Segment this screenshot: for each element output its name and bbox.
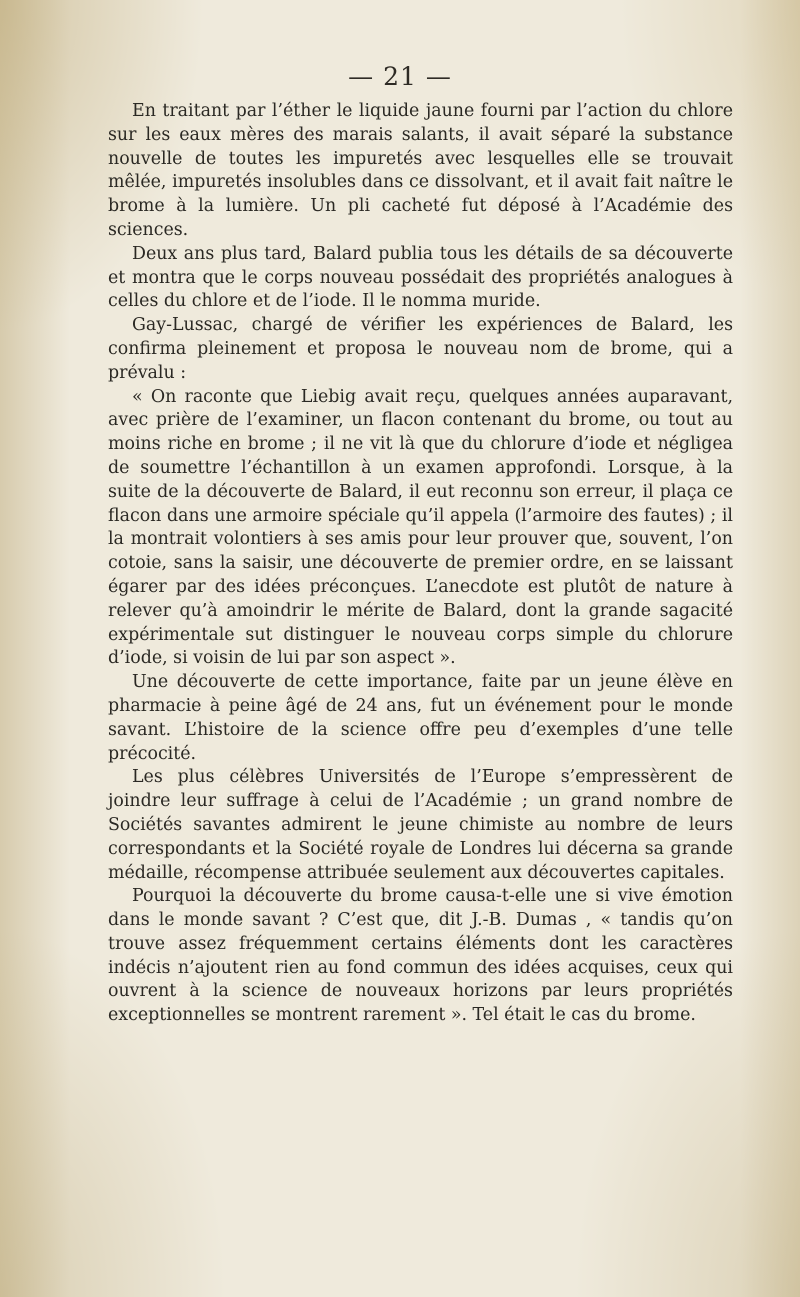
paragraph: En traitant par l’éther le liquide jaune fourni par l’action du chlore sur les eaux mères des marais salants, il avait séparé la substance nouvelle de toutes les impuretés avec lesquelles elle se trouvait mêlée, impuretés insolubles dans ce dissolvant, et il avait fait naître le brome à la lumière. Un pli cacheté fut déposé à l’Académie des sciences. <box>108 101 733 240</box>
paragraph: Deux ans plus tard, Balard publia tous les détails de sa découverte et montra que le corps nouveau possédait des propriétés analogues à celles du chlore et de l’iode. Il le nomma muride. <box>108 243 733 312</box>
paragraph: « On raconte que Liebig avait reçu, quelques années auparavant, avec prière de l’examiner, un flacon contenant du brome, ou tout au moins riche en brome ; il ne vit là que du chlorure d’iode et négligea de soumettre l’échantillon à un examen approfondi. Lorsque, à la suite de la découverte de Balard, il eut reconnu son erreur, il plaça ce flacon dans une armoire spéciale qu’il appela (l’armoire des fautes) ; il la montrait volontiers à ses amis pour leur prouver que, souvent, l’on cotoie, sans la saisir, une découverte de premier ordre, en se laissant égarer par des idées préconçues. L’anecdote est plutôt de nature à relever qu’à amoindrir le mérite de Balard, dont la grande sagacité expérimentale sut distinguer le nouveau corps simple du chlorure d’iode, si voisin de lui par son aspect ». <box>108 386 733 669</box>
body-text <box>108 100 733 1028</box>
paragraph: Gay-Lussac, chargé de vérifier les expériences de Balard, les confirma pleinement et proposa le nouveau nom de brome, qui a prévalu : <box>108 315 733 383</box>
paragraph: Pourquoi la découverte du brome causa-t-elle une si vive émotion dans le monde savant ? C’est que, dit J.-B. Dumas , « tandis qu’on trouve assez fréquemment certains éléments dont les caractères indécis n’ajoutent rien au fond commun des idées acquises, ceux qui ouvrent à la science de nouveaux horizons par leurs propriétés exceptionnelles se montrent rarement ». Tel était le cas du brome. <box>108 886 733 1026</box>
page-number: — 21 — <box>348 62 452 91</box>
paragraph: Les plus célèbres Universités de l’Europe s’empressèrent de joindre leur suffrage à celui de l’Académie ; un grand nombre de Sociétés savantes admirent le jeune chimiste au nombre de leurs correspondants et la Société royale de Londres lui décerna sa grande médaille, récompense attribuée seulement aux découvertes capitales. <box>108 767 733 883</box>
paragraph: Une découverte de cette importance, faite par un jeune élève en pharmacie à peine âgé de 24 ans, fut un événement pour le monde savant. L’histoire de la science offre peu d’exemples d’une telle précocité. <box>108 672 733 764</box>
